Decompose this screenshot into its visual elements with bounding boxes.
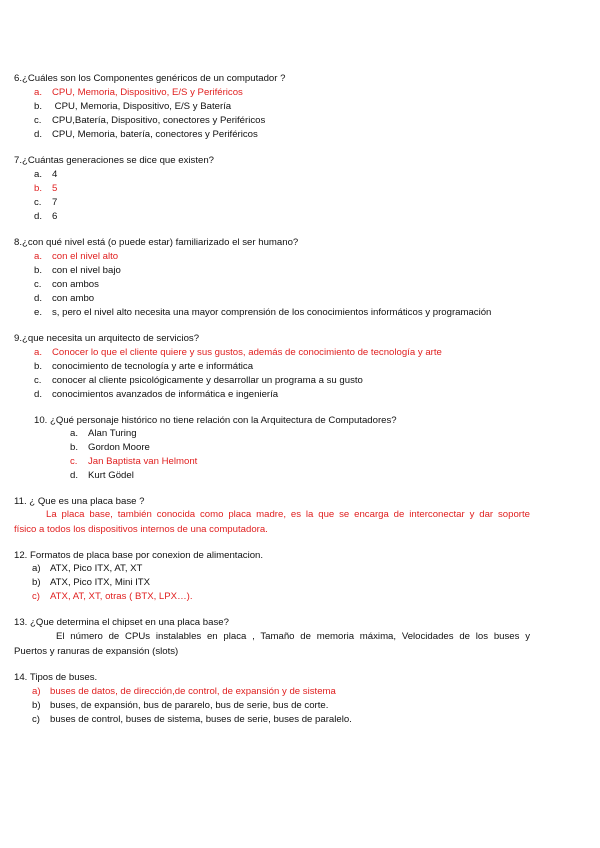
q9-option-b bbox=[34, 361, 253, 372]
option-text: CPU, Memoria, Dispositivo, E/S y Periféricos bbox=[52, 87, 243, 98]
option-text: Kurt Gödel bbox=[88, 470, 134, 481]
option-text: 7 bbox=[52, 197, 58, 208]
option-text: CPU,Batería, Dispositivo, conectores y Periféricos bbox=[52, 115, 266, 126]
question-13: 13. ¿Que determina el chipset en una placa base? bbox=[14, 617, 229, 628]
question-10: 10. ¿Qué personaje histórico no tiene relación con la Arquitectura de Computadores? bbox=[34, 415, 397, 426]
option-marker: a) bbox=[32, 563, 41, 574]
q6-option-b bbox=[34, 101, 231, 112]
option-marker: d. bbox=[34, 129, 43, 140]
option-marker: a. bbox=[34, 347, 43, 358]
option-text: conocer al cliente psicológicamente y desarrollar un programa a su gusto bbox=[52, 375, 363, 386]
question-8: 8.¿con qué nivel está (o puede estar) familiarizado el ser humano? bbox=[14, 237, 299, 248]
q6-option-d bbox=[34, 129, 258, 140]
q9-option-a bbox=[34, 347, 442, 358]
q14-option-b bbox=[32, 700, 328, 711]
q10-option-a bbox=[70, 428, 137, 439]
option-text: 5 bbox=[52, 183, 58, 194]
option-text: buses, de expansión, bus de pararelo, bus de serie, bus de corte. bbox=[50, 700, 329, 711]
option-marker: e. bbox=[34, 307, 43, 318]
question-14: 14. Tipos de buses. bbox=[14, 672, 98, 683]
option-text: Conocer lo que el cliente quiere y sus gustos, además de conocimiento de tecnología y arte bbox=[52, 347, 442, 358]
option-marker: c. bbox=[34, 279, 42, 290]
option-marker: d. bbox=[70, 470, 79, 481]
option-text: ATX, AT, XT, otras ( BTX, LPX…). bbox=[50, 591, 193, 602]
option-marker: c) bbox=[32, 591, 40, 602]
q12-option-c bbox=[32, 591, 193, 602]
q7-option-c bbox=[34, 197, 57, 208]
question-11: 11. ¿ Que es una placa base ? bbox=[14, 496, 145, 507]
option-text: buses de control, buses de sistema, buses de serie, buses de paralelo. bbox=[50, 714, 352, 725]
option-text: Alan Turing bbox=[88, 428, 137, 439]
q11-answer-line-2: físico a todos los dispositivos internos de una computadora. bbox=[14, 524, 268, 535]
option-text: con ambo bbox=[52, 293, 95, 304]
q12-option-a bbox=[32, 563, 142, 574]
option-text: con ambos bbox=[52, 279, 99, 290]
q10-option-c bbox=[70, 456, 197, 467]
option-text: ATX, Pico ITX, AT, XT bbox=[50, 563, 143, 574]
q13-answer bbox=[14, 629, 530, 659]
option-text: Gordon Moore bbox=[88, 442, 150, 453]
option-marker: c. bbox=[34, 115, 42, 126]
option-marker: b) bbox=[32, 700, 41, 711]
question-6: 6.¿Cuáles son los Componentes genéricos de un computador ? bbox=[14, 73, 286, 84]
q13-answer-line-1: El número de CPUs instalables en placa , Tamaño de memoria máxima, Velocidades de los buses y bbox=[56, 631, 530, 642]
question-9: 9.¿que necesita un arquitecto de servicios? bbox=[14, 333, 200, 344]
option-text: buses de datos, de dirección,de control, de expansión y de sistema bbox=[50, 686, 336, 697]
option-marker: d. bbox=[34, 211, 43, 222]
q8-option-e bbox=[34, 307, 491, 318]
option-text: CPU, Memoria, Dispositivo, E/S y Batería bbox=[52, 101, 232, 112]
option-marker: b. bbox=[34, 101, 43, 112]
option-marker: c) bbox=[32, 714, 40, 725]
q10-option-b bbox=[70, 442, 150, 453]
option-text: ATX, Pico ITX, Mini ITX bbox=[50, 577, 151, 588]
option-marker: a. bbox=[34, 169, 43, 180]
q8-option-d bbox=[34, 293, 94, 304]
q13-answer-line-2: Puertos y ranuras de expansión (slots) bbox=[14, 646, 179, 657]
q10-option-d bbox=[70, 470, 134, 481]
q7-option-a bbox=[34, 169, 57, 180]
option-text: Jan Baptista van Helmont bbox=[88, 456, 198, 467]
option-text: 6 bbox=[52, 211, 58, 222]
question-7: 7.¿Cuántas generaciones se dice que existen? bbox=[14, 155, 214, 166]
q6-option-a bbox=[34, 87, 243, 98]
q6-option-c bbox=[34, 115, 265, 126]
option-marker: a. bbox=[70, 428, 79, 439]
option-marker: b. bbox=[34, 265, 43, 276]
option-marker: a. bbox=[34, 251, 43, 262]
q7-option-b bbox=[34, 183, 57, 194]
option-marker: a. bbox=[34, 87, 43, 98]
option-text: con el nivel alto bbox=[52, 251, 119, 262]
option-marker: d. bbox=[34, 389, 43, 400]
option-text: 4 bbox=[52, 169, 58, 180]
q7-option-d bbox=[34, 211, 57, 222]
option-text: conocimiento de tecnología y arte e informática bbox=[52, 361, 254, 372]
q9-option-d bbox=[34, 389, 278, 400]
q12-option-b bbox=[32, 577, 150, 588]
option-text: CPU, Memoria, batería, conectores y Periféricos bbox=[52, 129, 258, 140]
q14-option-c bbox=[32, 714, 352, 725]
option-marker: b) bbox=[32, 577, 41, 588]
option-text: conocimientos avanzados de informática e ingeniería bbox=[52, 389, 279, 400]
question-12: 12. Formatos de placa base por conexion de alimentacion. bbox=[14, 550, 264, 561]
q11-answer-line-1: La placa base, también conocida como placa madre, es la que se encarga de interconectar y dar soporte bbox=[46, 509, 530, 520]
option-text: con el nivel bajo bbox=[52, 265, 121, 276]
option-marker: c. bbox=[70, 456, 78, 467]
q14-option-a bbox=[32, 686, 336, 697]
q8-option-c bbox=[34, 279, 99, 290]
option-marker: d. bbox=[34, 293, 43, 304]
option-marker: c. bbox=[34, 197, 42, 208]
q9-option-c bbox=[34, 375, 363, 386]
option-marker: b. bbox=[34, 361, 43, 372]
option-marker: c. bbox=[34, 375, 42, 386]
q11-answer bbox=[14, 507, 530, 537]
option-marker: a) bbox=[32, 686, 41, 697]
option-marker: b. bbox=[70, 442, 79, 453]
option-text: s, pero el nivel alto necesita una mayor comprensión de los conocimientos informáticos y programación bbox=[52, 307, 492, 318]
q8-option-a bbox=[34, 251, 118, 262]
q8-option-b bbox=[34, 265, 121, 276]
option-marker: b. bbox=[34, 183, 43, 194]
